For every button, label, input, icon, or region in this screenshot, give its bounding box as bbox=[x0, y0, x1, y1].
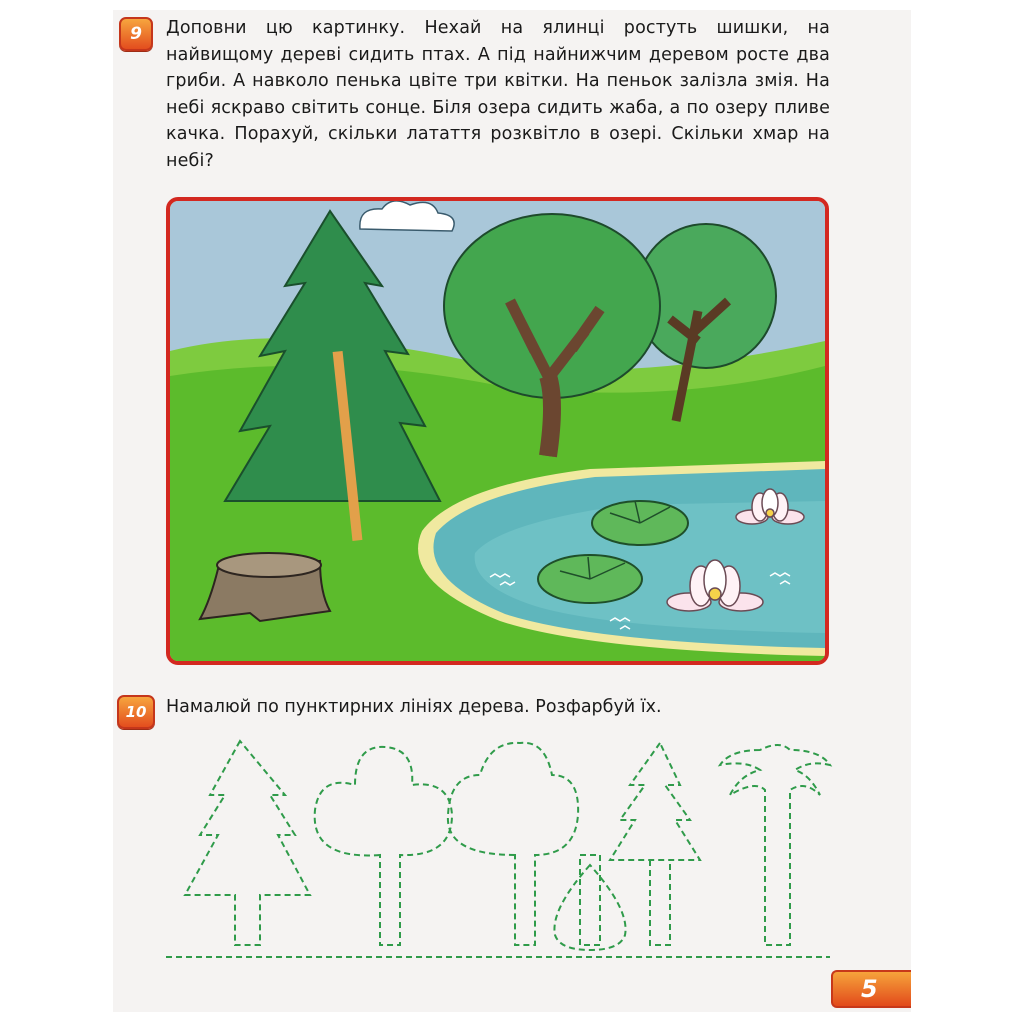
task-9-text: Доповни цю картинку. Нехай на ялинці ростуть шишки, на найвищому дереві сидить птах. А під найнижчим деревом росте два гриби. А навколо пенька цвіте три квітки. На пеньок залізла змія. На небі яскраво світить сонце. Біля озера сидить жаба, а по озеру пливе качка. Порахуй, скільки латаття розквітло в озері. Скільки хмар на небі? bbox=[166, 18, 830, 171]
palm-outline bbox=[720, 745, 830, 945]
spruce-outline bbox=[185, 741, 310, 945]
page-number-tab: 5 bbox=[831, 970, 911, 1008]
illustration-svg bbox=[170, 201, 825, 661]
task-10-text: Намалюй по пунктирних лініях дерева. Розфарбуй їх. bbox=[166, 697, 662, 717]
task-10-badge: 10 bbox=[117, 695, 155, 729]
pointed-tree-outline bbox=[554, 855, 625, 950]
round-tree-outline bbox=[315, 747, 452, 945]
tree-stump bbox=[200, 553, 330, 621]
nature-illustration bbox=[166, 197, 829, 665]
bushy-tree-outline bbox=[448, 743, 578, 945]
tracing-area bbox=[160, 735, 840, 965]
task-9-badge: 9 bbox=[119, 17, 153, 51]
